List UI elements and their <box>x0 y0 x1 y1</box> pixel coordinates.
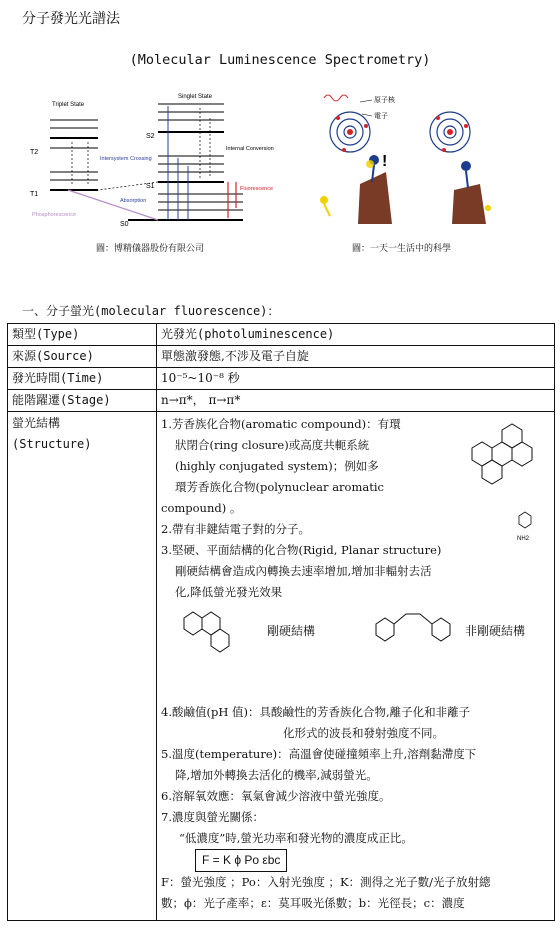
formula-legend-line: 數；ϕ：光子產率；ε：莫耳吸光係數；b：光徑長；c：濃度 <box>161 896 465 910</box>
item-7-line: “低濃度”時,螢光功率和發光物的濃度成正比。 <box>179 831 413 845</box>
row-value: n→π*， π→π* <box>157 390 555 412</box>
label-triplet: Triplet State <box>52 102 85 108</box>
label-s0: S0 <box>120 221 129 228</box>
table-row-structure <box>8 412 555 921</box>
item-5-line: 5.溫度(temperature)：高溫會使碰撞頻率上升,溶劑黏滯度下 <box>161 747 477 761</box>
label-s1: S1 <box>146 183 155 190</box>
item-2: 2.帶有非鍵結電子對的分子。 <box>161 522 310 536</box>
row-key: 來源(Source) <box>8 346 157 368</box>
table-row <box>8 324 555 346</box>
structure-key-en: (Structure) <box>12 437 92 451</box>
item-7-line: 7.濃度與螢光關係： <box>161 810 264 824</box>
table-row <box>8 346 555 368</box>
label-s2: S2 <box>146 133 155 140</box>
table-row <box>8 368 555 390</box>
label-ic: Internal Conversion <box>226 146 274 152</box>
label-t1: T1 <box>30 191 39 198</box>
label-nucleus: 原子核 <box>374 97 395 104</box>
item-3-line: 3.堅硬、平面結構的化合物(Rigid, Planar structure) <box>161 543 442 557</box>
jablonski-diagram <box>28 86 298 236</box>
row-key: 類型(Type) <box>8 324 157 346</box>
structure-key: 螢光結構 <box>12 416 61 430</box>
item-1-line: 環芳香族化合物(polynuclear aromatic <box>175 480 384 494</box>
label-phosphorescence: Phosphorescence <box>32 212 77 218</box>
fluorescence-formula: F = K ϕ Po εbc <box>195 849 287 872</box>
section-heading: 一、分子螢光(molecular fluorescence)： <box>22 304 280 318</box>
row-key: 發光時間(Time) <box>8 368 157 390</box>
item-1-line: (highly conjugated system)；例如多 <box>175 459 379 473</box>
row-value: 單態激發態,不涉及電子自旋 <box>157 346 555 368</box>
item-1-line: 1.芳香族化合物(aromatic compound)：有環 <box>161 417 401 431</box>
phenanthrene-molecule-icon <box>179 604 249 654</box>
label-fluorescence: Fluorescence <box>240 186 274 192</box>
item-1-line: compound) 。 <box>161 501 242 515</box>
figure-right-caption: 圖：一天一生活中的科學 <box>352 244 452 254</box>
atom-illustration <box>310 88 510 228</box>
table-row <box>8 390 555 412</box>
item-1-line: 狀閉合(ring closure)或高度共軛系統 <box>175 438 370 452</box>
svg-text:!: ! <box>382 153 388 170</box>
stilbene-molecule-icon <box>372 604 462 650</box>
formula-legend-line: F：螢光強度 ；Po：入射光強度 ；K：測得之光子數/光子放射總 <box>161 875 491 889</box>
row-value: 光發光(photoluminescence) <box>157 324 555 346</box>
label-isc: Intersystem Crossing <box>100 156 152 162</box>
row-key: 能階躍遷(Stage) <box>8 390 157 412</box>
aniline-label: NH2 <box>517 536 530 542</box>
item-3-line: 剛硬結構會造成內轉換去速率增加,增加非輻射去活 <box>175 564 432 578</box>
rigid-label: 剛硬結構 <box>267 624 316 638</box>
label-t2: T2 <box>30 149 39 156</box>
aniline-molecule-icon <box>511 510 541 544</box>
item-3-line: 化,降低螢光發光效果 <box>175 585 283 599</box>
label-electron: 電子 <box>374 113 388 120</box>
figure-left-caption: 圖：博精儀器股份有限公司 <box>96 244 205 254</box>
label-absorption: Absorption <box>120 198 147 204</box>
label-singlet: Singlet State <box>178 94 213 100</box>
item-5-line: 降,增加外轉換去活化的機率,減弱螢光。 <box>175 768 378 782</box>
nonrigid-label: 非剛硬結構 <box>465 624 526 638</box>
item-6: 6.溶解氧效應：氧氣會減少溶液中螢光強度。 <box>161 789 391 803</box>
fluorescence-table <box>7 323 555 921</box>
page-subtitle: (Molecular Luminescence Spectrometry) <box>129 52 431 68</box>
item-4-line: 4.酸鹼值(pH 值)：具酸鹼性的芳香族化合物,離子化和非離子 <box>161 705 471 719</box>
item-4-line: 化形式的波長和發射強度不同。 <box>283 726 444 740</box>
page-title: 分子發光光譜法 <box>22 11 120 27</box>
polycyclic-molecule-icon <box>452 418 542 498</box>
row-value: 10⁻⁵~10⁻⁸ 秒 <box>157 368 555 390</box>
